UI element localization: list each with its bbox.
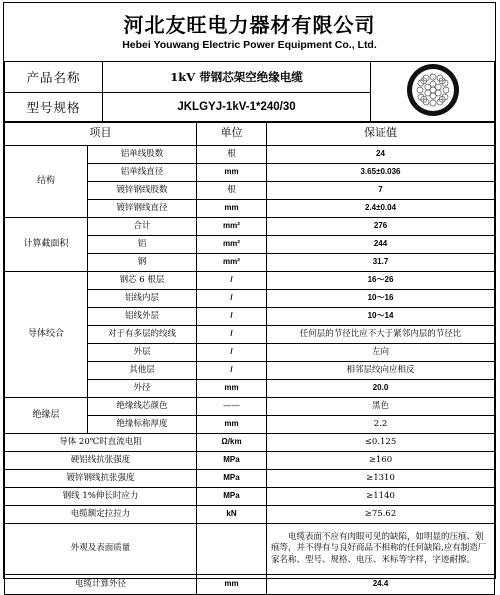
row-unit: / bbox=[197, 290, 267, 308]
row-value: 任何层的节径比应不大于紧邻内层的节径比 bbox=[267, 326, 495, 344]
group-insulation: 绝缘层 bbox=[5, 398, 88, 434]
row-unit: mm² bbox=[197, 236, 267, 254]
row-value: 7 bbox=[267, 182, 495, 200]
row-unit: mm bbox=[197, 164, 267, 182]
row-value: 2.4±0.04 bbox=[267, 200, 495, 218]
product-name-value: 1kV 带钢芯架空绝缘电缆 bbox=[103, 62, 371, 93]
row-name: 电缆计算外径 bbox=[5, 575, 197, 595]
row-value: ≥75.62 bbox=[267, 506, 495, 524]
row-unit: Ω/km bbox=[197, 434, 267, 452]
row-unit: 根 bbox=[197, 182, 267, 200]
group-structure: 结构 bbox=[5, 146, 88, 218]
row-name: 铝单线直径 bbox=[88, 164, 197, 182]
row-name: 铝单线股数 bbox=[88, 146, 197, 164]
row-name: 钢 bbox=[88, 254, 197, 272]
row-name: 镀锌钢线股数 bbox=[88, 182, 197, 200]
cable-cross-section-cell bbox=[371, 62, 495, 123]
row-value: 相邻层绞向应相反 bbox=[267, 362, 495, 380]
row-unit: mm bbox=[197, 200, 267, 218]
row-unit: mm bbox=[197, 416, 267, 434]
company-name-cn: 河北友旺电力器材有限公司 bbox=[123, 13, 376, 37]
row-value: 2.2 bbox=[267, 416, 495, 434]
row-name: 合计 bbox=[88, 218, 197, 236]
row-unit: MPa bbox=[197, 470, 267, 488]
row-value: 10～16 bbox=[267, 290, 495, 308]
row-name: 绝缘标称厚度 bbox=[88, 416, 197, 434]
row-name: 电缆额定拉拉力 bbox=[5, 506, 197, 524]
row-name: 钢线 1%伸长时应力 bbox=[5, 488, 197, 506]
row-name: 外径 bbox=[88, 380, 197, 398]
row-unit: / bbox=[197, 344, 267, 362]
model-value: JKLGYJ-1kV-1*240/30 bbox=[103, 92, 371, 123]
product-name-label: 产品名称 bbox=[5, 62, 103, 93]
spec-table bbox=[4, 121, 495, 595]
row-value: 244 bbox=[267, 236, 495, 254]
spec-sheet bbox=[3, 2, 496, 589]
row-value: 24 bbox=[267, 146, 495, 164]
row-value: 左向 bbox=[267, 344, 495, 362]
row-name: 外层 bbox=[88, 344, 197, 362]
row-value: ≥160 bbox=[267, 452, 495, 470]
row-value: 16～26 bbox=[267, 272, 495, 290]
company-name-en: Hebei Youwang Electric Power Equipment Co., Ltd. bbox=[122, 39, 377, 51]
row-name: 导体 20℃时直流电阻 bbox=[5, 434, 197, 452]
row-value: ≥1310 bbox=[267, 470, 495, 488]
row-unit bbox=[197, 524, 267, 575]
row-name: 钢芯 6 根层 bbox=[88, 272, 197, 290]
row-name: 铝线外层 bbox=[88, 308, 197, 326]
row-unit: kN bbox=[197, 506, 267, 524]
row-unit: 根 bbox=[197, 146, 267, 164]
row-value: 3.65±0.036 bbox=[267, 164, 495, 182]
row-value: ≤0.125 bbox=[267, 434, 495, 452]
row-unit: mm² bbox=[197, 254, 267, 272]
cable-cross-section-image bbox=[405, 62, 461, 118]
row-unit: mm bbox=[197, 575, 267, 595]
row-name: 镀锌钢线抗张强度 bbox=[5, 470, 197, 488]
row-value: 黑色 bbox=[267, 398, 495, 416]
model-label: 型号规格 bbox=[5, 92, 103, 123]
row-name: 铝线内层 bbox=[88, 290, 197, 308]
row-unit: —— bbox=[197, 398, 267, 416]
appearance-description: 电缆表面不应有肉眼可见的缺陷，如明显的压痕、划痕等，并不得有与良好商品不相称的任何缺陷,应有制造厂家名称、型号、规格、电压、米标等字样，字迹耐擦。 bbox=[267, 524, 495, 575]
col-header-value: 保证值 bbox=[267, 122, 495, 146]
product-header-table bbox=[4, 61, 495, 123]
row-value: ≥1140 bbox=[267, 488, 495, 506]
row-unit: / bbox=[197, 326, 267, 344]
row-name: 硬铝线抗张强度 bbox=[5, 452, 197, 470]
row-value: 276 bbox=[267, 218, 495, 236]
group-strand: 导体绞合 bbox=[5, 272, 88, 398]
row-unit: / bbox=[197, 362, 267, 380]
row-name: 对于有多层的绞线 bbox=[88, 326, 197, 344]
row-unit: MPa bbox=[197, 488, 267, 506]
row-unit: / bbox=[197, 308, 267, 326]
row-value: 24.4 bbox=[267, 575, 495, 595]
col-header-unit: 单位 bbox=[197, 122, 267, 146]
row-value: 20.0 bbox=[267, 380, 495, 398]
row-unit: mm bbox=[197, 380, 267, 398]
row-unit: mm² bbox=[197, 218, 267, 236]
row-unit: MPa bbox=[197, 452, 267, 470]
row-value: 10～14 bbox=[267, 308, 495, 326]
row-name: 镀锌钢线直径 bbox=[88, 200, 197, 218]
row-name: 其他层 bbox=[88, 362, 197, 380]
row-value: 31.7 bbox=[267, 254, 495, 272]
group-area: 计算截面积 bbox=[5, 218, 88, 272]
row-name: 绝缘线芯颜色 bbox=[88, 398, 197, 416]
row-unit: / bbox=[197, 272, 267, 290]
col-header-item: 项目 bbox=[5, 122, 197, 146]
row-name: 铝 bbox=[88, 236, 197, 254]
row-name: 外观及表面质量 bbox=[5, 524, 197, 575]
